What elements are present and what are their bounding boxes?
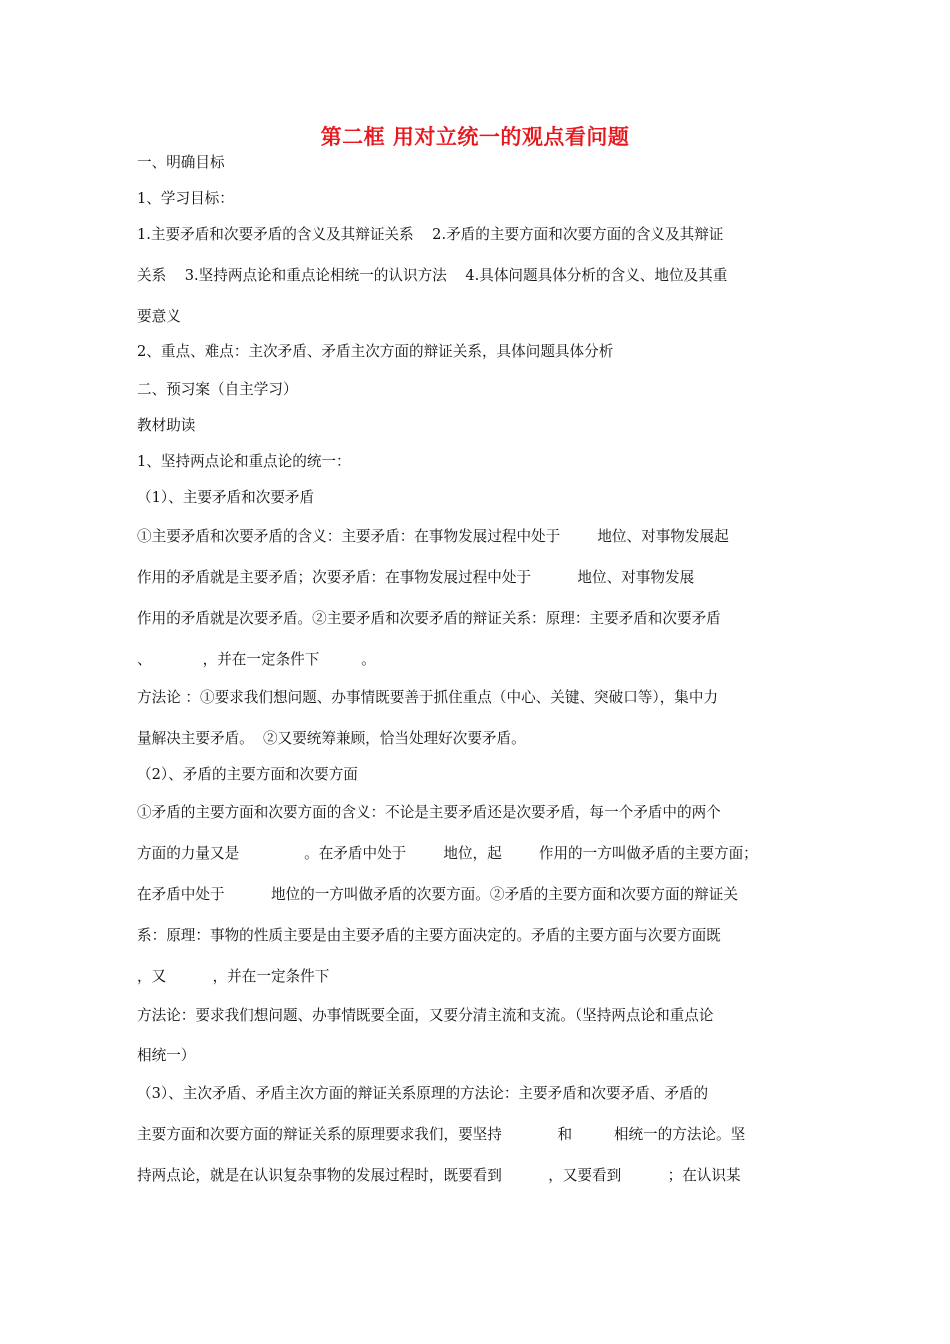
text-line: 主要方面和次要方面的辩证关系的原理要求我们，要坚持 和 相统一的方法论。坚 <box>137 1126 746 1143</box>
text-line: 在矛盾中处于 地位的一方叫做矛盾的次要方面。②矛盾的主要方面和次要方面的辩证关 <box>137 886 738 903</box>
subsection-heading: （3）、主次矛盾、矛盾主次方面的辩证关系原理的方法论：主要矛盾和次要矛盾、矛盾的 <box>137 1085 709 1102</box>
text-line: 相统一） <box>137 1047 196 1064</box>
text-line: ①矛盾的主要方面和次要方面的含义：不论是主要矛盾还是次要矛盾，每一个矛盾中的两个 <box>137 804 721 821</box>
text-line: 1、坚持两点论和重点论的统一： <box>137 453 351 470</box>
text-line: 教材助读 <box>137 417 196 434</box>
document-title: 第二框 用对立统一的观点看问题 <box>320 125 630 149</box>
text-line: 量解决主要矛盾。 ②又要统筹兼顾，恰当处理好次要矛盾。 <box>137 730 526 747</box>
text-line: 系：原理：事物的性质主要是由主要矛盾的主要方面决定的。矛盾的主要方面与次要方面既 <box>137 927 721 944</box>
subsection-heading: （1）、主要矛盾和次要矛盾 <box>137 489 315 506</box>
text-line: ，又 ，并在一定条件下 <box>137 968 330 985</box>
text-line: 方法论 ：①要求我们想问题、办事情既要善于抓住重点（中心、关键、突破口等），集中力 <box>137 689 719 706</box>
text-line: 关系 3.坚持两点论和重点论相统一的认识方法 4.具体问题具体分析的含义、地位及其重 <box>137 267 728 284</box>
text-line: 方面的力量又是 。在矛盾中处于 地位，起 作用的一方叫做矛盾的主要方面； <box>137 845 758 862</box>
text-line: ①主要矛盾和次要矛盾的含义：主要矛盾：在事物发展过程中处于 地位、对事物发展起 <box>137 528 729 545</box>
text-line: 作用的矛盾就是次要矛盾。②主要矛盾和次要矛盾的辩证关系：原理：主要矛盾和次要矛盾 <box>137 610 721 627</box>
text-line: 要意义 <box>137 308 181 325</box>
text-line: 2、重点、难点：主次矛盾、矛盾主次方面的辩证关系，具体问题具体分析 <box>137 343 614 360</box>
text-line: 作用的矛盾就是主要矛盾；次要矛盾：在事物发展过程中处于 地位、对事物发展 <box>137 569 695 586</box>
text-line: 1.主要矛盾和次要矛盾的含义及其辩证关系 2.矛盾的主要方面和次要方面的含义及其辩证 <box>137 226 724 243</box>
text-line: 持两点论，就是在认识复杂事物的发展过程时，既要看到 ，又要看到 ；在认识某 <box>137 1167 741 1184</box>
text-line: 、 ，并在一定条件下 。 <box>137 651 376 668</box>
subsection-heading: （2）、矛盾的主要方面和次要方面 <box>137 766 358 783</box>
text-line: 一、明确目标 <box>137 154 225 171</box>
text-line: 1、学习目标： <box>137 190 234 207</box>
text-line: 方法论：要求我们想问题、办事情既要全面，又要分清主流和支流。（坚持两点论和重点论 <box>137 1007 714 1024</box>
section-heading: 二、预习案（自主学习） <box>137 381 298 398</box>
